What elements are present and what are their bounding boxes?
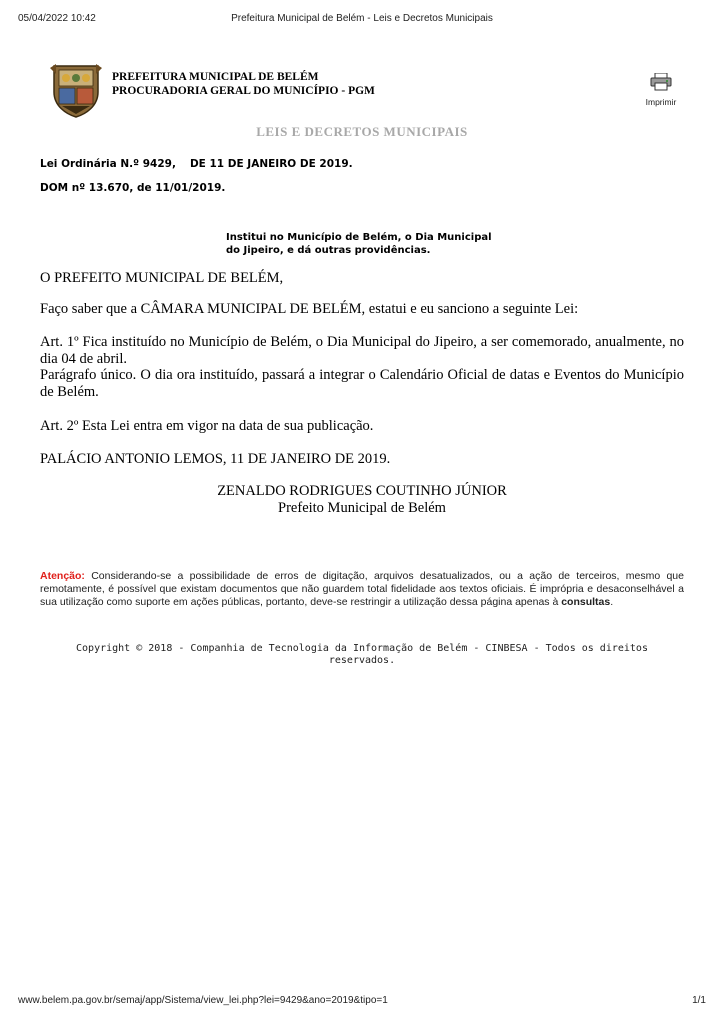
print-page-title: Prefeitura Municipal de Belém - Leis e Decretos Municipais xyxy=(231,13,493,24)
dom-reference: DOM nº 13.670, de 11/01/2019. xyxy=(40,182,226,194)
belem-coat-of-arms-icon xyxy=(48,62,104,118)
copyright-line-2: reservados. xyxy=(328,655,396,666)
organization-name xyxy=(112,70,375,98)
law-summary-line-1: Institui no Município de Belém, o Dia Municipal xyxy=(226,232,492,243)
law-number: Lei Ordinária N.º 9429, xyxy=(40,158,176,170)
org-line-1: PREFEITURA MUNICIPAL DE BELÉM xyxy=(112,71,319,83)
footer-url: www.belem.pa.gov.br/semaj/app/Sistema/view_lei.php?lei=9429&ano=2019&tipo=1 xyxy=(18,995,388,1006)
attention-text: Considerando-se a possibilidade de erros de digitação, arquivos desatualizados, ou a ação de terceiros, mesmo que remotamente, é possível que existam documentos que não guardem total fidelidade aos textos oficiais. É imprópria e desaconselhável a sua utilização como suporte em ações públicas, portanto, deve-se restringir a utilização dessa página apenas à xyxy=(40,570,684,608)
law-summary-line-2: do Jipeiro, e dá outras providências. xyxy=(226,245,431,256)
law-date: DE 11 DE JANEIRO DE 2019. xyxy=(189,158,353,170)
signer-title: Prefeito Municipal de Belém xyxy=(278,500,446,516)
law-summary xyxy=(226,231,516,257)
sole-paragraph: Parágrafo único. O dia ora instituído, passará a integrar o Calendário Oficial de datas e Eventos do Município de Belém. xyxy=(40,367,684,400)
article-2: Art. 2º Esta Lei entra em vigor na data de sua publicação. xyxy=(40,418,374,434)
print-label[interactable]: Imprimir xyxy=(645,97,677,107)
copyright-line-1: Copyright © 2018 - Companhia de Tecnologia da Informação de Belém - CINBESA - Todos os direitos xyxy=(76,643,648,654)
print-header xyxy=(18,13,706,29)
printer-icon xyxy=(650,73,672,91)
attention-notice xyxy=(40,570,684,609)
org-line-2: PROCURADORIA GERAL DO MUNICÍPIO - PGM xyxy=(112,85,375,97)
law-title xyxy=(40,158,353,170)
opening-line: O PREFEITO MUNICIPAL DE BELÉM, xyxy=(40,270,284,286)
place-and-date: PALÁCIO ANTONIO LEMOS, 11 DE JANEIRO DE 2019. xyxy=(40,451,391,467)
signer-name: ZENALDO RODRIGUES COUTINHO JÚNIOR xyxy=(217,483,507,499)
page-heading: LEIS E DECRETOS MUNICIPAIS xyxy=(256,124,468,139)
attention-bold-end: consultas xyxy=(561,596,611,608)
print-button[interactable] xyxy=(640,73,682,107)
attention-label: Atenção: xyxy=(40,570,85,582)
attention-period: . xyxy=(610,596,614,608)
announcement: Faço saber que a CÂMARA MUNICIPAL DE BELÉM, estatui e eu sanciono a seguinte Lei: xyxy=(40,301,579,317)
print-datetime: 05/04/2022 10:42 xyxy=(18,13,96,24)
footer-page-number: 1/1 xyxy=(692,995,706,1006)
copyright xyxy=(40,643,684,667)
article-1: Art. 1º Fica instituído no Município de Belém, o Dia Municipal do Jipeiro, a ser comemorado, anualmente, no dia 04 de abril. xyxy=(40,334,684,367)
